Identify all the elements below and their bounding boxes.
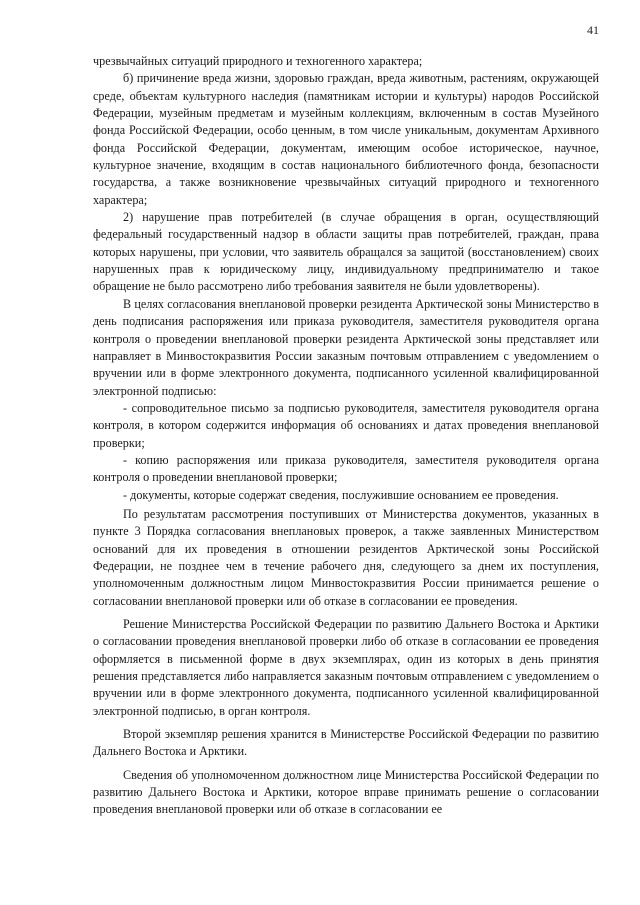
document-body xyxy=(93,53,599,819)
paragraph: 2) нарушение прав потребителей (в случае обращения в орган, осуществляющий федеральный государственный надзор в области защиты прав потребителей, граждан, права которых нарушены, при условии, что заявитель обращался за защитой (восстановлением) своих нарушенных прав к юридическому лицу, индивидуальному предпринимателю и такое обращение не было рассмотрено либо требования заявителя не были удовлетворены). xyxy=(93,210,599,294)
paragraph: Сведения об уполномоченном должностном лице Министерства Российской Федерации по развитию Дальнего Востока и Арктики, которое вправе принимать решение о согласовании проведения внеплановой проверки или об отказе в согласовании ее xyxy=(93,767,599,817)
page-number: 41 xyxy=(587,23,599,37)
list-item: - документы, которые содержат сведения, послужившие основанием ее проведения. xyxy=(123,487,559,502)
paragraph: чрезвычайных ситуаций природного и техногенного характера; xyxy=(93,54,423,68)
list-item: - сопроводительное письмо за подписью руководителя, заместителя руководителя органа контроля, в котором содержится информация об основаниях и датах проведения внеплановой проверки; xyxy=(93,400,599,450)
paragraph: По результатам рассмотрения поступивших от Министерства документов, указанных в пункте 3 Порядка согласования внеплановых проверок, а также заявленных Министерством оснований для их проведения в отношении резидентов Арктической зоны Российской Федерации, не позднее чем в течение рабочего дня, следующего за днем их поступления, уполномоченным должностным лицом Минвостокразвития России принимается решение о согласовании внеплановой проверки или об отказе в согласовании ее проведения. xyxy=(93,506,599,608)
paragraph: В целях согласования внеплановой проверки резидента Арктической зоны Министерство в день подписания распоряжения или приказа руководителя, заместителя руководителя органа контроля о проведении внеплановой проверки резидента Арктической зоны представляет или направляет в Минвостокразвития России заказным почтовым отправлением с уведомлением о вручении или в форме электронного документа, подписанного усиленной квалифицированной электронной подписью: xyxy=(93,296,599,398)
paragraph: Решение Министерства Российской Федерации по развитию Дальнего Востока и Арктики о согласовании проведения внеплановой проверки либо об отказе в согласовании ее проведения оформляется в письменной форме в двух экземплярах, один из которых в день принятия решения представляется либо направляется заказным почтовым отправлением с уведомлением о вручении или в форме электронного документа, подписанного усиленной квалифицированной электронной подписью, в орган контроля. xyxy=(93,617,599,718)
paragraph: Второй экземпляр решения хранится в Министерстве Российской Федерации по развитию Дальнего Востока и Арктики. xyxy=(93,727,599,759)
paragraph: б) причинение вреда жизни, здоровью граждан, вреда животным, растениям, окружающей среде, объектам культурного наследия (памятникам истории и культуры) народов Российской Федерации, музейным предметам и музейным коллекциям, включенным в состав Музейного фонда Российской Федерации, особо ценным, в том числе уникальным, документам Архивного фонда Российской Федерации, документам, имеющим особое историческое, научное, культурное значение, входящим в состав национального библиотечного фонда, безопасности государства, а также возникновение чрезвычайных ситуаций природного и техногенного характера; xyxy=(93,71,599,207)
list-item: - копию распоряжения или приказа руководителя, заместителя руководителя органа контроля о проведении внеплановой проверки; xyxy=(93,452,599,485)
